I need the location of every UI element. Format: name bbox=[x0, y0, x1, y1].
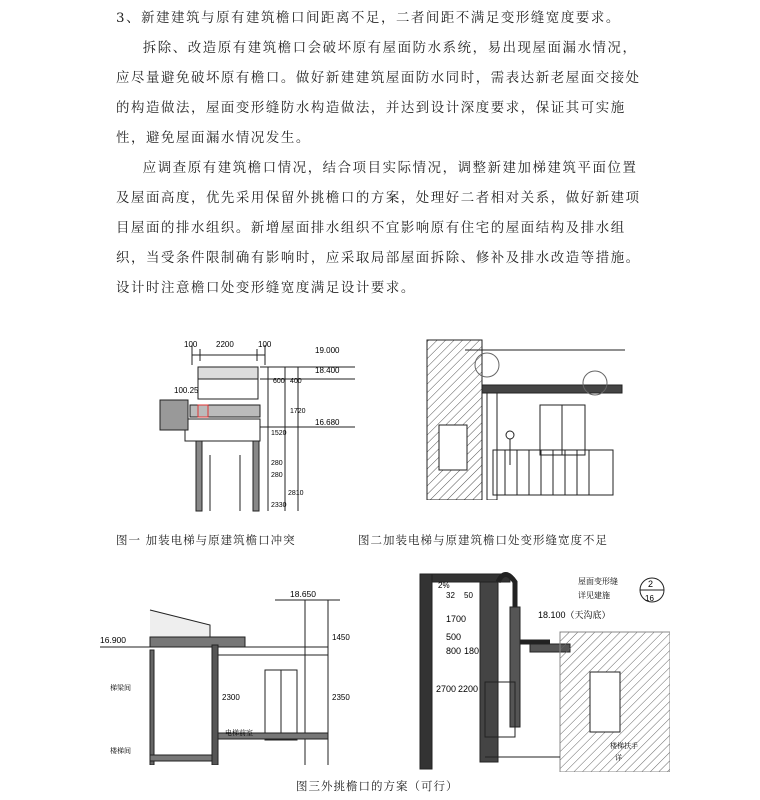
fig1-dim-top-left: 100 bbox=[184, 340, 198, 349]
fig1-level-2: 18.400 bbox=[315, 366, 340, 375]
fig3a-label-1: 梯梁间 bbox=[110, 685, 131, 692]
figure-3b-section-drawing bbox=[410, 562, 670, 772]
fig1-level-1: 19.000 bbox=[315, 346, 340, 355]
fig3a-label-2: 电梯前室 bbox=[225, 730, 253, 737]
fig1-dim-r1: 600 bbox=[273, 378, 285, 385]
fig3b-dim-left-3: 800 bbox=[446, 646, 462, 656]
fig3b-dim-left-2: 500 bbox=[446, 632, 462, 642]
figure-1-caption: 图一 加装电梯与原建筑檐口冲突 bbox=[116, 533, 296, 547]
fig3a-level-top: 18.650 bbox=[290, 589, 316, 599]
fig3b-dim-top-1: 32 bbox=[446, 591, 455, 600]
fig3b-label-line-2: 详见建施 bbox=[578, 591, 610, 600]
paragraph-body-2: 应调查原有建筑檐口情况，结合项目实际情况，调整新建加梯建筑平面位置及屋面高度，优先采用保留外挑檐口的方案，处理好二者相对关系，做好新建项目屋面的排水组织。新增屋面排水组织不宜影响原有住宅的屋面结构及排水组织，当受条件限制确有影响时，应采取局部屋面拆除、修补及排水改造等措施。设计时注意檐口处变形缝宽度满足设计要求。 bbox=[116, 161, 641, 296]
fig3b-level: 18.100（天沟底） bbox=[538, 610, 611, 620]
fig1-dim-r4: 1520 bbox=[271, 430, 287, 437]
fig1-dim-r8: 2330 bbox=[271, 502, 287, 509]
fig3b-dim-top-2: 50 bbox=[464, 591, 473, 600]
fig1-dim-r6: 280 bbox=[271, 472, 283, 479]
figure-1-section-drawing bbox=[140, 335, 355, 520]
figure-2-section-drawing bbox=[425, 335, 625, 500]
fig1-dim-r2: 400 bbox=[290, 378, 302, 385]
fig3a-dim-1: 1450 bbox=[332, 633, 350, 642]
figure-2-caption: 图二加装电梯与原建筑檐口处变形缝宽度不足 bbox=[358, 533, 608, 547]
fig3b-dim-left-4: 180 bbox=[464, 646, 480, 656]
fig3b-slope: 2% bbox=[438, 581, 450, 590]
fig3b-side-label-1: 楼梯扶手 bbox=[610, 743, 638, 750]
fig3b-circle-bottom: 16 bbox=[645, 594, 654, 603]
fig3b-side-label-2: 详 bbox=[615, 755, 622, 762]
fig3b-circle-top: 2 bbox=[648, 579, 654, 589]
fig3b-dim-left-5: 2700 bbox=[436, 684, 457, 694]
fig1-dim-top-right: 100 bbox=[258, 340, 272, 349]
paragraph-heading: 3、新建建筑与原有建筑檐口间距离不足，二者间距不满足变形缝宽度要求。 bbox=[116, 11, 621, 26]
figure-3a-section-drawing bbox=[100, 585, 365, 765]
figure-3-caption: 图三外挑檐口的方案（可行） bbox=[296, 779, 459, 793]
fig3a-label-3: 楼梯间 bbox=[110, 748, 131, 755]
fig1-dim-r7: 2810 bbox=[288, 490, 304, 497]
paragraph-body-1: 拆除、改造原有建筑檐口会破坏原有屋面防水系统，易出现屋面漏水情况，应尽量避免破坏原有檐口。做好新建建筑屋面防水同时，需表达新老屋面交接处的构造做法，屋面变形缝防水构造做法，并达到设计深度要求，保证其可实施性，避免屋面漏水情况发生。 bbox=[116, 41, 641, 146]
fig3a-dim-3: 2350 bbox=[332, 693, 350, 702]
fig3b-dim-left-6: 2200 bbox=[458, 684, 479, 694]
fig3b-dim-left-1: 1700 bbox=[446, 614, 467, 624]
fig1-left-label: 100.25 bbox=[174, 386, 199, 395]
fig3a-dim-2: 2300 bbox=[222, 693, 240, 702]
fig1-level-3: 16.680 bbox=[315, 418, 340, 427]
fig3a-level-mid: 16.900 bbox=[100, 635, 126, 645]
fig1-dim-top-mid: 2200 bbox=[216, 340, 234, 349]
fig3b-label-line-1: 屋面变形缝 bbox=[578, 577, 618, 586]
fig1-dim-r5: 280 bbox=[271, 460, 283, 467]
fig1-dim-r3: 1720 bbox=[290, 408, 306, 415]
